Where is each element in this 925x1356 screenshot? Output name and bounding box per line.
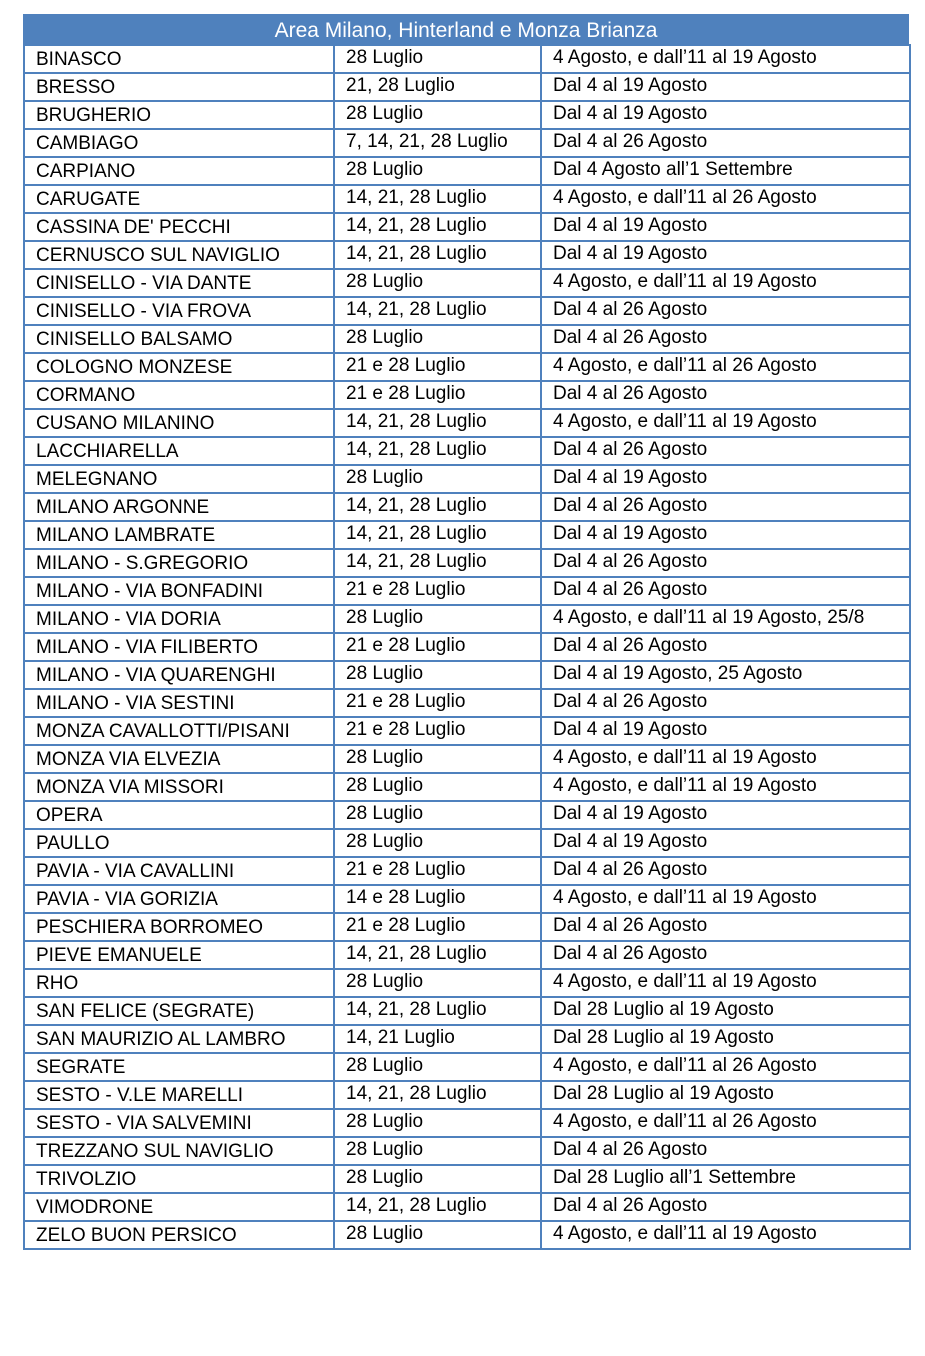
period-cell: Dal 4 al 19 Agosto bbox=[541, 73, 910, 101]
table-row bbox=[24, 857, 910, 885]
town-cell: OPERA bbox=[24, 801, 334, 829]
period-cell: 4 Agosto, e dall’11 al 26 Agosto bbox=[541, 1109, 910, 1137]
table-row bbox=[24, 129, 910, 157]
period-cell: Dal 4 al 26 Agosto bbox=[541, 577, 910, 605]
dates-cell: 21 e 28 Luglio bbox=[334, 717, 541, 745]
period-cell: Dal 4 al 26 Agosto bbox=[541, 941, 910, 969]
town-cell: MONZA CAVALLOTTI/PISANI bbox=[24, 717, 334, 745]
town-cell: RHO bbox=[24, 969, 334, 997]
dates-cell: 14, 21, 28 Luglio bbox=[334, 549, 541, 577]
period-cell: Dal 4 Agosto all’1 Settembre bbox=[541, 157, 910, 185]
dates-cell: 14, 21, 28 Luglio bbox=[334, 437, 541, 465]
table-row bbox=[24, 353, 910, 381]
period-cell: 4 Agosto, e dall’11 al 19 Agosto bbox=[541, 885, 910, 913]
period-cell: Dal 4 al 19 Agosto bbox=[541, 521, 910, 549]
period-cell: Dal 4 al 26 Agosto bbox=[541, 493, 910, 521]
dates-cell: 14, 21, 28 Luglio bbox=[334, 941, 541, 969]
town-cell: PAULLO bbox=[24, 829, 334, 857]
period-cell: Dal 4 al 26 Agosto bbox=[541, 913, 910, 941]
town-cell: SAN FELICE (SEGRATE) bbox=[24, 997, 334, 1025]
table-row bbox=[24, 633, 910, 661]
town-cell: CINISELLO BALSAMO bbox=[24, 325, 334, 353]
table-row bbox=[24, 689, 910, 717]
town-cell: COLOGNO MONZESE bbox=[24, 353, 334, 381]
table-row bbox=[24, 493, 910, 521]
table-title: Area Milano, Hinterland e Monza Brianza bbox=[23, 14, 909, 44]
period-cell: Dal 28 Luglio al 19 Agosto bbox=[541, 997, 910, 1025]
dates-cell: 28 Luglio bbox=[334, 605, 541, 633]
period-cell: Dal 4 al 19 Agosto bbox=[541, 465, 910, 493]
dates-cell: 21 e 28 Luglio bbox=[334, 913, 541, 941]
period-cell: Dal 4 al 26 Agosto bbox=[541, 437, 910, 465]
period-cell: 4 Agosto, e dall’11 al 19 Agosto bbox=[541, 409, 910, 437]
period-cell: Dal 4 al 19 Agosto bbox=[541, 829, 910, 857]
town-cell: CERNUSCO SUL NAVIGLIO bbox=[24, 241, 334, 269]
dates-cell: 14, 21, 28 Luglio bbox=[334, 521, 541, 549]
town-cell: PIEVE EMANUELE bbox=[24, 941, 334, 969]
town-cell: CUSANO MILANINO bbox=[24, 409, 334, 437]
town-cell: PESCHIERA BORROMEO bbox=[24, 913, 334, 941]
dates-cell: 14, 21, 28 Luglio bbox=[334, 241, 541, 269]
period-cell: 4 Agosto, e dall’11 al 26 Agosto bbox=[541, 1053, 910, 1081]
period-cell: Dal 4 al 26 Agosto bbox=[541, 857, 910, 885]
period-cell: Dal 4 al 26 Agosto bbox=[541, 129, 910, 157]
table-row bbox=[24, 913, 910, 941]
dates-cell: 21 e 28 Luglio bbox=[334, 577, 541, 605]
town-cell: TRIVOLZIO bbox=[24, 1165, 334, 1193]
table-row bbox=[24, 997, 910, 1025]
town-cell: MILANO - VIA DORIA bbox=[24, 605, 334, 633]
period-cell: 4 Agosto, e dall’11 al 26 Agosto bbox=[541, 185, 910, 213]
table-row bbox=[24, 801, 910, 829]
town-cell: MILANO LAMBRATE bbox=[24, 521, 334, 549]
table-row bbox=[24, 1137, 910, 1165]
town-cell: CINISELLO - VIA FROVA bbox=[24, 297, 334, 325]
period-cell: Dal 4 al 19 Agosto, 25 Agosto bbox=[541, 661, 910, 689]
period-cell: Dal 4 al 19 Agosto bbox=[541, 801, 910, 829]
table-row bbox=[24, 1109, 910, 1137]
table-row bbox=[24, 1081, 910, 1109]
table-row bbox=[24, 829, 910, 857]
table-row bbox=[24, 437, 910, 465]
period-cell: Dal 4 al 26 Agosto bbox=[541, 1137, 910, 1165]
town-cell: MELEGNANO bbox=[24, 465, 334, 493]
table-row bbox=[24, 885, 910, 913]
dates-cell: 28 Luglio bbox=[334, 1165, 541, 1193]
town-cell: LACCHIARELLA bbox=[24, 437, 334, 465]
dates-cell: 28 Luglio bbox=[334, 1053, 541, 1081]
schedule-sheet bbox=[23, 14, 909, 1250]
town-cell: CAMBIAGO bbox=[24, 129, 334, 157]
table-row bbox=[24, 1165, 910, 1193]
period-cell: Dal 28 Luglio all’1 Settembre bbox=[541, 1165, 910, 1193]
period-cell: 4 Agosto, e dall’11 al 19 Agosto, 25/8 bbox=[541, 605, 910, 633]
dates-cell: 21 e 28 Luglio bbox=[334, 689, 541, 717]
period-cell: Dal 4 al 26 Agosto bbox=[541, 633, 910, 661]
period-cell: Dal 28 Luglio al 19 Agosto bbox=[541, 1025, 910, 1053]
dates-cell: 28 Luglio bbox=[334, 1109, 541, 1137]
period-cell: 4 Agosto, e dall’11 al 19 Agosto bbox=[541, 969, 910, 997]
table-row bbox=[24, 773, 910, 801]
table-row bbox=[24, 409, 910, 437]
dates-cell: 28 Luglio bbox=[334, 465, 541, 493]
period-cell: Dal 28 Luglio al 19 Agosto bbox=[541, 1081, 910, 1109]
period-cell: Dal 4 al 19 Agosto bbox=[541, 241, 910, 269]
dates-cell: 14, 21, 28 Luglio bbox=[334, 1193, 541, 1221]
table-row bbox=[24, 521, 910, 549]
table-row bbox=[24, 1053, 910, 1081]
period-cell: Dal 4 al 19 Agosto bbox=[541, 717, 910, 745]
table-row bbox=[24, 941, 910, 969]
dates-cell: 21 e 28 Luglio bbox=[334, 857, 541, 885]
table-row bbox=[24, 381, 910, 409]
dates-cell: 28 Luglio bbox=[334, 1137, 541, 1165]
period-cell: Dal 4 al 19 Agosto bbox=[541, 101, 910, 129]
table-row bbox=[24, 101, 910, 129]
table-row bbox=[24, 45, 910, 73]
dates-cell: 21 e 28 Luglio bbox=[334, 633, 541, 661]
period-cell: Dal 4 al 26 Agosto bbox=[541, 381, 910, 409]
period-cell: Dal 4 al 26 Agosto bbox=[541, 689, 910, 717]
table-row bbox=[24, 717, 910, 745]
town-cell: MONZA VIA MISSORI bbox=[24, 773, 334, 801]
table-row bbox=[24, 325, 910, 353]
dates-cell: 14, 21, 28 Luglio bbox=[334, 185, 541, 213]
dates-cell: 14, 21 Luglio bbox=[334, 1025, 541, 1053]
period-cell: 4 Agosto, e dall’11 al 19 Agosto bbox=[541, 269, 910, 297]
town-cell: BRESSO bbox=[24, 73, 334, 101]
dates-cell: 21, 28 Luglio bbox=[334, 73, 541, 101]
table-row bbox=[24, 73, 910, 101]
dates-cell: 28 Luglio bbox=[334, 1221, 541, 1249]
dates-cell: 14, 21, 28 Luglio bbox=[334, 493, 541, 521]
dates-cell: 21 e 28 Luglio bbox=[334, 353, 541, 381]
dates-cell: 28 Luglio bbox=[334, 325, 541, 353]
town-cell: VIMODRONE bbox=[24, 1193, 334, 1221]
period-cell: Dal 4 al 19 Agosto bbox=[541, 213, 910, 241]
dates-cell: 28 Luglio bbox=[334, 773, 541, 801]
dates-cell: 14 e 28 Luglio bbox=[334, 885, 541, 913]
table-row bbox=[24, 269, 910, 297]
town-cell: SESTO - V.LE MARELLI bbox=[24, 1081, 334, 1109]
schedule-table-body bbox=[24, 45, 910, 1249]
schedule-table bbox=[23, 44, 911, 1250]
town-cell: BINASCO bbox=[24, 45, 334, 73]
period-cell: 4 Agosto, e dall’11 al 19 Agosto bbox=[541, 1221, 910, 1249]
town-cell: MILANO - VIA FILIBERTO bbox=[24, 633, 334, 661]
town-cell: MILANO - VIA SESTINI bbox=[24, 689, 334, 717]
dates-cell: 28 Luglio bbox=[334, 801, 541, 829]
period-cell: Dal 4 al 26 Agosto bbox=[541, 1193, 910, 1221]
town-cell: CARPIANO bbox=[24, 157, 334, 185]
period-cell: 4 Agosto, e dall’11 al 26 Agosto bbox=[541, 353, 910, 381]
table-row bbox=[24, 157, 910, 185]
town-cell: MILANO - S.GREGORIO bbox=[24, 549, 334, 577]
table-row bbox=[24, 745, 910, 773]
town-cell: MONZA VIA ELVEZIA bbox=[24, 745, 334, 773]
table-row bbox=[24, 185, 910, 213]
table-row bbox=[24, 297, 910, 325]
period-cell: 4 Agosto, e dall’11 al 19 Agosto bbox=[541, 745, 910, 773]
dates-cell: 14, 21, 28 Luglio bbox=[334, 1081, 541, 1109]
table-row bbox=[24, 661, 910, 689]
town-cell: MILANO - VIA QUARENGHI bbox=[24, 661, 334, 689]
period-cell: Dal 4 al 26 Agosto bbox=[541, 325, 910, 353]
dates-cell: 7, 14, 21, 28 Luglio bbox=[334, 129, 541, 157]
table-row bbox=[24, 1221, 910, 1249]
period-cell: 4 Agosto, e dall’11 al 19 Agosto bbox=[541, 773, 910, 801]
dates-cell: 14, 21, 28 Luglio bbox=[334, 297, 541, 325]
table-row bbox=[24, 1025, 910, 1053]
town-cell: MILANO - VIA BONFADINI bbox=[24, 577, 334, 605]
period-cell: 4 Agosto, e dall’11 al 19 Agosto bbox=[541, 45, 910, 73]
town-cell: CORMANO bbox=[24, 381, 334, 409]
dates-cell: 28 Luglio bbox=[334, 969, 541, 997]
table-row bbox=[24, 241, 910, 269]
town-cell: SESTO - VIA SALVEMINI bbox=[24, 1109, 334, 1137]
dates-cell: 14, 21, 28 Luglio bbox=[334, 997, 541, 1025]
dates-cell: 21 e 28 Luglio bbox=[334, 381, 541, 409]
town-cell: CARUGATE bbox=[24, 185, 334, 213]
table-row bbox=[24, 465, 910, 493]
town-cell: ZELO BUON PERSICO bbox=[24, 1221, 334, 1249]
dates-cell: 28 Luglio bbox=[334, 157, 541, 185]
dates-cell: 28 Luglio bbox=[334, 745, 541, 773]
dates-cell: 14, 21, 28 Luglio bbox=[334, 213, 541, 241]
town-cell: CINISELLO - VIA DANTE bbox=[24, 269, 334, 297]
town-cell: TREZZANO SUL NAVIGLIO bbox=[24, 1137, 334, 1165]
table-row bbox=[24, 549, 910, 577]
town-cell: SAN MAURIZIO AL LAMBRO bbox=[24, 1025, 334, 1053]
dates-cell: 28 Luglio bbox=[334, 101, 541, 129]
dates-cell: 28 Luglio bbox=[334, 45, 541, 73]
period-cell: Dal 4 al 26 Agosto bbox=[541, 549, 910, 577]
table-row bbox=[24, 1193, 910, 1221]
town-cell: CASSINA DE' PECCHI bbox=[24, 213, 334, 241]
town-cell: PAVIA - VIA GORIZIA bbox=[24, 885, 334, 913]
table-row bbox=[24, 213, 910, 241]
table-row bbox=[24, 605, 910, 633]
town-cell: MILANO ARGONNE bbox=[24, 493, 334, 521]
table-row bbox=[24, 577, 910, 605]
town-cell: BRUGHERIO bbox=[24, 101, 334, 129]
town-cell: SEGRATE bbox=[24, 1053, 334, 1081]
dates-cell: 28 Luglio bbox=[334, 661, 541, 689]
table-row bbox=[24, 969, 910, 997]
town-cell: PAVIA - VIA CAVALLINI bbox=[24, 857, 334, 885]
dates-cell: 28 Luglio bbox=[334, 269, 541, 297]
dates-cell: 14, 21, 28 Luglio bbox=[334, 409, 541, 437]
dates-cell: 28 Luglio bbox=[334, 829, 541, 857]
period-cell: Dal 4 al 26 Agosto bbox=[541, 297, 910, 325]
